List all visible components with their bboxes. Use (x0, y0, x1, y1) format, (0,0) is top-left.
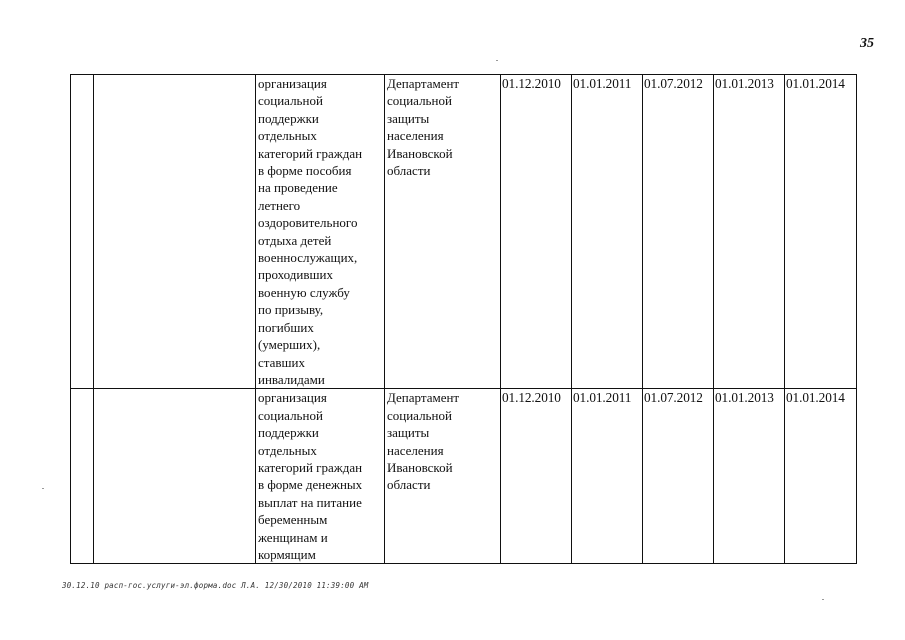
department-cell: Департамент социальной защиты населения Ивановской области (385, 389, 501, 564)
number-cell (71, 75, 94, 389)
date-cell: 01.01.2013 (714, 75, 785, 389)
service-name-cell: организация социальной поддержки отдельных категорий граждан в форме пособия на проведение летнего оздоровительного отдыха детей военнослужащих, проходивших военную службу по призыву, погибших (умерших), ставших инвалидами (256, 75, 385, 389)
number-cell (71, 389, 94, 564)
date-cell: 01.01.2013 (714, 389, 785, 564)
date-cell: 01.07.2012 (643, 75, 714, 389)
empty-cell (94, 75, 256, 389)
service-name-cell: организация социальной поддержки отдельных категорий граждан в форме денежных выплат на питание беременным женщинам и кормящим (256, 389, 385, 564)
scan-speck (42, 488, 44, 489)
date-cell: 01.12.2010 (501, 389, 572, 564)
date-cell: 01.01.2014 (785, 75, 857, 389)
date-cell: 01.12.2010 (501, 75, 572, 389)
date-cell: 01.07.2012 (643, 389, 714, 564)
table-row (71, 75, 857, 389)
department-cell: Департамент социальной защиты населения Ивановской области (385, 75, 501, 389)
date-cell: 01.01.2011 (572, 389, 643, 564)
empty-cell (94, 389, 256, 564)
page-number: 35 (860, 36, 874, 51)
scan-speck (822, 599, 824, 600)
document-footer: 30.12.10 расп-гос.услуги-эл.форма.doc Л.А. 12/30/2010 11:39:00 AM (62, 581, 369, 590)
services-table (70, 74, 857, 564)
table-row (71, 389, 857, 564)
date-cell: 01.01.2011 (572, 75, 643, 389)
scan-speck (496, 60, 498, 61)
date-cell: 01.01.2014 (785, 389, 857, 564)
